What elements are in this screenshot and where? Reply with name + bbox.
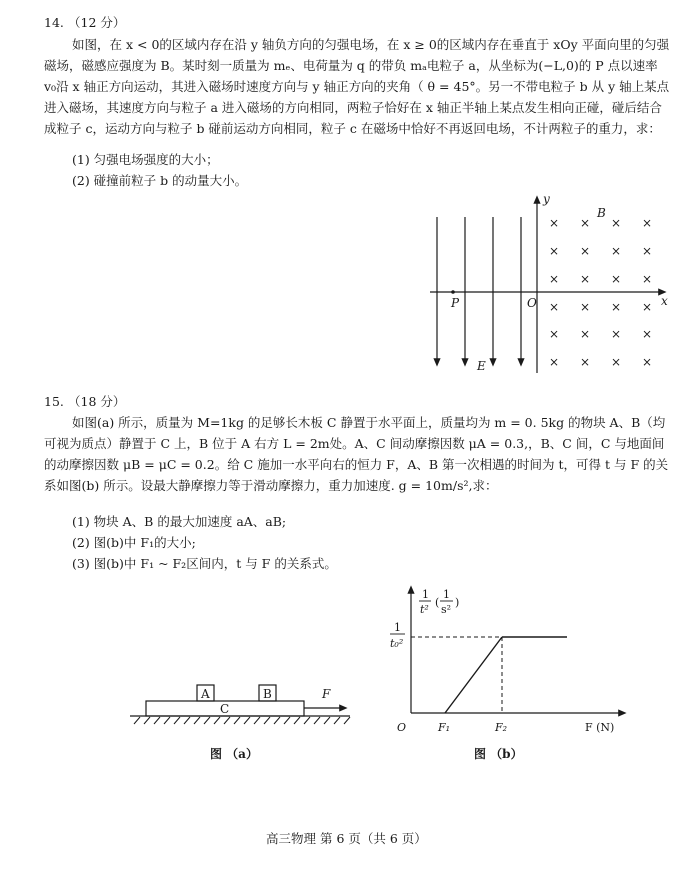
label-board-c: C [220, 702, 230, 716]
x-axis-label: F (N) [585, 721, 615, 734]
cross-mark: × [611, 216, 622, 230]
point-p-dot [451, 290, 455, 294]
q15-body: 如图(a) 所示，质量为 M=1kg 的足够长木板 C 静置于水平面上，质量均为 m = 0. 5kg 的物块 A、B（均可视为质点）静置于 C 上，B 位于 A 右方 L = 2m处。A、C 间动摩擦因数 μA = 0.3,，B、C 间，C 与地面间的动摩擦因数 μB = μC = 0.2。给 C 施加一水平向右的恒力 F，A、B 第一次相遇的时间为 t，可得 t 与 F 的关系如图(b) 所示。设最大静摩擦力等于滑动摩擦力，重力加速度. g = 10m/s²,求： [44, 415, 669, 493]
cross-mark: × [642, 327, 653, 341]
q15-sub2: (2) 图(b)中 F₁的大小; [72, 535, 196, 550]
figure-a-caption: 图 （a） [210, 747, 258, 761]
cross-mark: × [580, 300, 591, 314]
q15-sub3: (3) 图(b)中 F₁ ~ F₂区间内，t 与 F 的关系式。 [72, 556, 337, 571]
figure-a-blocks [130, 680, 360, 730]
cross-mark: × [642, 216, 653, 230]
cross-mark: × [549, 327, 560, 341]
cross-mark: × [549, 244, 560, 258]
cross-mark: × [611, 327, 622, 341]
page-footer: 高三物理 第 6 页（共 6 页） [266, 831, 427, 846]
cross-mark: × [580, 355, 591, 369]
y-unit-one: 1 [443, 588, 450, 601]
cross-mark: × [549, 272, 560, 286]
cross-mark: × [611, 355, 622, 369]
q14-number: 14. [44, 15, 64, 30]
figure-b-caption: 图 （b） [474, 747, 523, 761]
q15-sub1: (1) 物块 A、B 的最大加速度 aA、aB; [72, 514, 287, 529]
cross-mark: × [580, 216, 591, 230]
cross-mark: × [642, 244, 653, 258]
label-o: O [527, 296, 537, 310]
cross-mark: × [611, 272, 622, 286]
tick-t0-squared: t₀² [390, 637, 404, 650]
cross-mark: × [611, 300, 622, 314]
cross-mark: × [549, 355, 560, 369]
cross-mark: × [580, 272, 591, 286]
label-e: E [477, 359, 486, 373]
tick-f1: F₁ [438, 721, 451, 734]
label-p: P [451, 296, 460, 310]
cross-mark: × [549, 216, 560, 230]
label-force: F [322, 687, 331, 701]
cross-mark: × [549, 300, 560, 314]
label-y: y [543, 195, 550, 206]
cross-mark: × [580, 244, 591, 258]
label-block-a: A [201, 687, 210, 701]
q14-body: 如图，在 x < 0的区域内存在沿 y 轴负方向的匀强电场，在 x ≥ 0的区域内存在垂直于 xOy 平面向里的匀强磁场，磁感应强度为 B。某时刻一质量为 mₑ、电荷量为 q 的带负 mₐ电粒子 a，从坐标为(−L,0)的 P 点以速率 v₀沿 x 轴正方向运动，其进入磁场时速度方向与 y 轴正方向的夹角（ θ = 45°。另一不带电粒子 b 从 y 轴上某点进入磁场，其速度方向与粒子 a 进入磁场的方向相同，两粒子恰好在 x 轴正半轴上某点发生相向正碰，碰后结合成粒子 c，运动方向与粒子 b 碰前运动方向相同，粒子 c 在磁场中恰好不再返回电场，不计两粒子的重力，求： [44, 37, 670, 136]
q14-field-figure [425, 195, 670, 375]
cross-mark: × [642, 272, 653, 286]
label-b: B [597, 206, 606, 220]
label-block-b: B [263, 687, 272, 701]
y-label-one: 1 [422, 588, 429, 601]
y-label-close-paren: ) [455, 596, 460, 609]
label-x: x [661, 294, 668, 308]
ground-hatching [134, 717, 350, 724]
cross-mark: × [580, 327, 591, 341]
tick-one: 1 [394, 621, 401, 634]
q14-sub2: (2) 碰撞前粒子 b 的动量大小。 [72, 173, 248, 188]
cross-mark: × [642, 355, 653, 369]
tick-f2: F₂ [495, 721, 508, 734]
y-label-open-paren: ( [435, 596, 440, 609]
q15-score: （18 分） [68, 394, 126, 409]
q14-score: （12 分） [68, 15, 126, 30]
q15-number: 15. [44, 394, 64, 409]
q14-sub1: (1) 匀强电场强度的大小； [72, 152, 219, 167]
y-unit-s2: s² [441, 603, 452, 616]
cross-mark: × [642, 300, 653, 314]
y-label-t2: t² [420, 603, 429, 616]
figure-b-graph [385, 585, 635, 745]
cross-mark: × [611, 244, 622, 258]
graph-origin-label: O [397, 721, 407, 734]
graph-rising-segment [445, 637, 502, 713]
electric-field-lines [437, 217, 521, 363]
